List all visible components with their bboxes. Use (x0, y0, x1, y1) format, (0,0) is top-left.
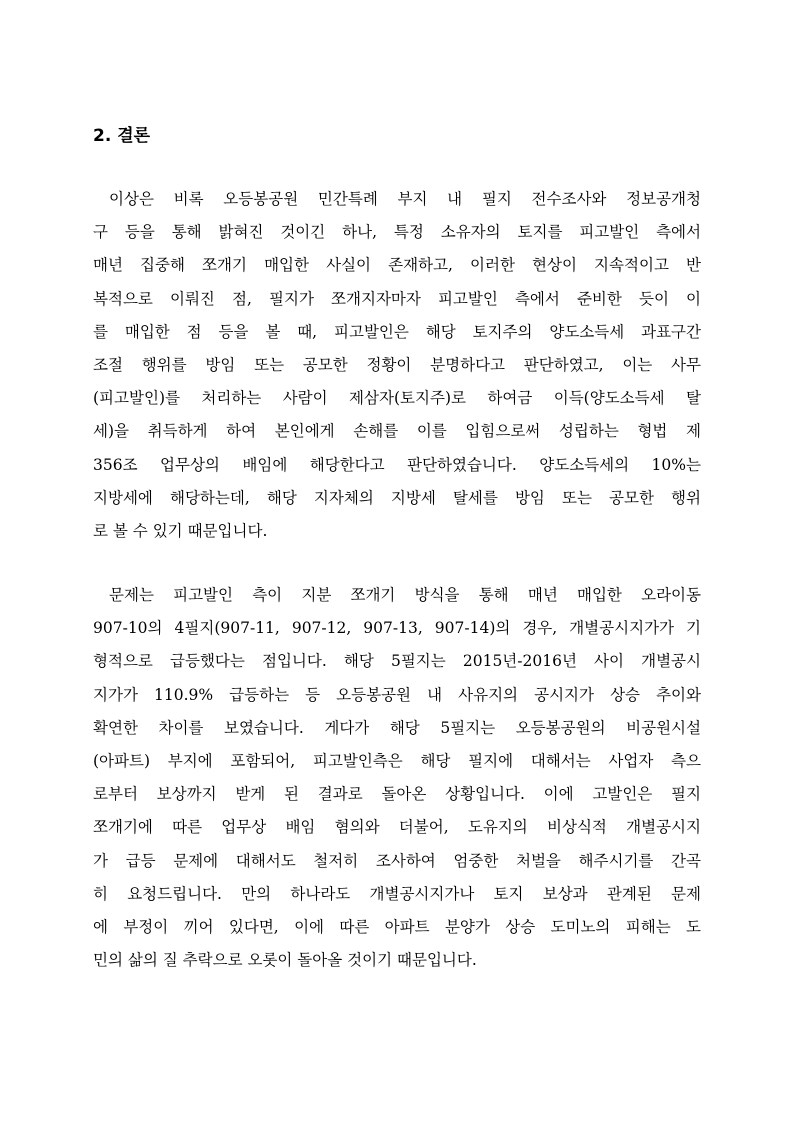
paragraph-line: 로부터 보상까지 받게 된 결과로 돌아온 상황입니다. 이에 고발인은 필지 (93, 785, 701, 804)
paragraph-line: 쪼개기에 따른 업무상 배임 혐의와 더불어, 도유지의 비상식적 개별공시지 (93, 818, 701, 837)
paragraph-line: 로 볼 수 있기 때문입니다. (93, 522, 268, 541)
paragraph-line: 가 급등 문제에 대해서도 철저히 조사하여 엄중한 처벌을 해주시기를 간곡 (93, 851, 701, 870)
conclusion-paragraph-1 (93, 183, 701, 548)
paragraph-line: 확연한 차이를 보였습니다. 게다가 해당 5필지는 오등봉공원의 비공원시설 (93, 718, 701, 737)
paragraph-line: 히 요청드립니다. 만의 하나라도 개별공시지가나 토지 보상과 관계된 문제 (93, 884, 701, 903)
paragraph-line: 356조 업무상의 배임에 해당한다고 판단하였습니다. 양도소득세의 10%는 (93, 455, 701, 474)
conclusion-paragraph-2 (93, 579, 701, 977)
paragraph-line: (피고발인)를 처리하는 사람이 제삼자(토지주)로 하여금 이득(양도소득세 탈 (93, 389, 701, 408)
paragraph-line: 에 부정이 끼어 있다면, 이에 따른 아파트 분양가 상승 도미노의 피해는 도 (93, 918, 701, 937)
paragraph-line: 세)을 취득하게 하여 본인에게 손해를 이를 입힘으로써 성립하는 형법 제 (93, 422, 701, 441)
paragraph-line: 지가가 110.9% 급등하는 등 오등봉공원 내 사유지의 공시지가 상승 추이와 (93, 685, 701, 704)
paragraph-line: 구 등을 통해 밝혀진 것이긴 하나, 특정 소유자의 토지를 피고발인 측에서 (93, 223, 701, 242)
paragraph-line: 조절 행위를 방임 또는 공모한 정황이 분명하다고 판단하였고, 이는 사무 (93, 356, 701, 375)
paragraph-line: 문제는 피고발인 측이 지분 쪼개기 방식을 통해 매년 매입한 오라이동 (109, 586, 701, 604)
section-heading: 2. 결론 (93, 126, 151, 146)
paragraph-line: 907-10의 4필지(907-11, 907-12, 907-13, 907-14)의 경우, 개별공시지가가 기 (93, 619, 701, 638)
paragraph-line: 형적으로 급등했다는 점입니다. 해당 5필지는 2015년-2016년 사이 개별공시 (93, 652, 701, 671)
paragraph-line: 이상은 비록 오등봉공원 민간특례 부지 내 필지 전수조사와 정보공개청 (109, 190, 701, 208)
paragraph-line: 를 매입한 점 등을 볼 때, 피고발인은 해당 토지주의 양도소득세 과표구간 (93, 322, 701, 341)
paragraph-line: (아파트) 부지에 포함되어, 피고발인측은 해당 필지에 대해서는 사업자 측으 (93, 752, 701, 771)
paragraph-line: 복적으로 이뤄진 점, 필지가 쪼개지자마자 피고발인 측에서 준비한 듯이 이 (93, 289, 701, 308)
paragraph-line: 민의 삶의 질 추락으로 오롯이 돌아올 것이기 때문입니다. (93, 951, 477, 970)
paragraph-line: 매년 집중해 쪼개기 매입한 사실이 존재하고, 이러한 현상이 지속적이고 반 (93, 256, 701, 275)
paragraph-line: 지방세에 해당하는데, 해당 지자체의 지방세 탈세를 방임 또는 공모한 행위 (93, 488, 701, 507)
